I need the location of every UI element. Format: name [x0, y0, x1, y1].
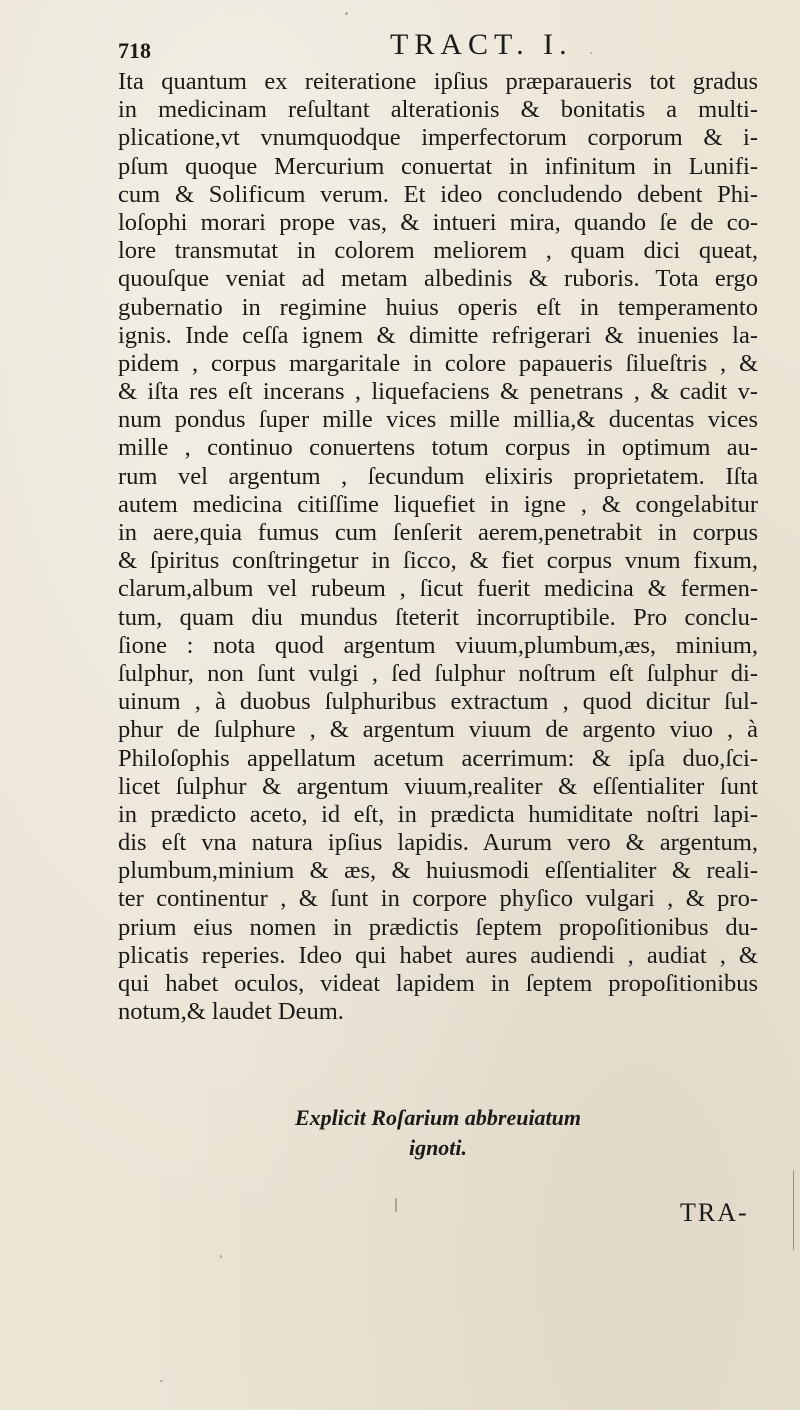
catchword: TRA-: [680, 1198, 749, 1227]
paper-speck: [160, 1380, 163, 1382]
text-line: plicatis reperies. Ideo qui habet aures audiendi , audiat , &: [118, 941, 758, 969]
text-line: clarum,album vel rubeum , ſicut fuerit medicina & fermen-: [118, 575, 758, 603]
text-line: prium eius nomen in prædictis ſeptem propoſitionibus du-: [118, 913, 758, 941]
page-header: [118, 28, 738, 68]
text-line: plicatione,vt vnumquodque imperfectorum corporum & i-: [118, 124, 758, 152]
text-line: pſum quoque Mercurium conuertat in infinitum in Lunifi-: [118, 152, 758, 180]
text-line: num pondus ſuper mille vices mille millia,& ducentas vices: [118, 406, 758, 434]
text-line: uinum , à duobus ſulphuribus extractum , quod dicitur ſul-: [118, 688, 758, 716]
text-line: gubernatio in regimine huius operis eſt in temperamento: [118, 293, 758, 321]
text-line: in prædicto aceto, id eſt, in prædicta humiditate noſtri lapi-: [118, 800, 758, 828]
text-line: Ita quantum ex reiteratione ipſius præparaueris tot gradus: [118, 68, 758, 95]
text-line: tum, quam diu mundus ſteterit incorruptibile. Pro conclu-: [118, 603, 758, 631]
colophon-line-2: ignoti.: [408, 1135, 468, 1160]
text-line: Philoſophis appellatum acetum acerrimum: & ipſa duo,ſci-: [118, 744, 758, 772]
text-line: autem medicina citiſſime liquefiet in igne , & congelabitur: [118, 490, 758, 518]
text-line: ſulphur, non ſunt vulgi , ſed ſulphur noſtrum eſt ſulphur di-: [118, 659, 758, 687]
text-line: rum vel argentum , ſecundum elixiris proprietatem. Iſta: [118, 462, 758, 490]
text-line: ter continentur , & ſunt in corpore phyſico vulgari , & pro-: [118, 885, 758, 913]
body-text: [118, 68, 758, 1026]
paper-speck: [345, 12, 348, 15]
text-line: & iſta res eſt incerans , liquefaciens & penetrans , & cadit v-: [118, 378, 758, 406]
text-line: notum,& laudet Deum.: [118, 998, 344, 1026]
text-line: quouſque veniat ad metam albedinis & ruboris. Tota ergo: [118, 265, 758, 293]
text-line: loſophi morari prope vas, & intueri mira, quando ſe de co-: [118, 208, 758, 236]
paper-speck: [220, 1255, 222, 1258]
text-line: cum & Solificum verum. Et ideo concludendo debent Phi-: [118, 180, 758, 208]
text-line: phur de ſulphure , & argentum viuum de argento viuo , à: [118, 716, 758, 744]
page-number: 718: [118, 38, 151, 63]
text-line: dis eſt vna natura ipſius lapidis. Aurum vero & argentum,: [118, 829, 758, 857]
paper-speck: [590, 52, 592, 54]
colophon-line-1: Explicit Roſarium abbreuiatum: [294, 1105, 582, 1130]
text-line: lore transmutat in colorem meliorem , quam dici queat,: [118, 237, 758, 265]
text-line: ignis. Inde ceſſa ignem & dimitte refrigerari & inuenies la-: [118, 321, 758, 349]
text-line: mille , continuo conuertens totum corpus in optimum au-: [118, 434, 758, 462]
text-line: plumbum,minium & æs, & huiusmodi eſſentialiter & reali-: [118, 857, 758, 885]
text-line: qui habet oculos, videat lapidem in ſeptem propoſitionibus: [118, 970, 758, 997]
page-edge-mark: [793, 1170, 794, 1250]
running-head: TRACT. I.: [390, 28, 573, 61]
text-line: ſione : nota quod argentum viuum,plumbum,æs, minium,: [118, 631, 758, 659]
text-line: in aere,quia fumus cum ſenſerit aerem,penetrabit in corpus: [118, 519, 758, 546]
text-line: pidem , corpus margaritale in colore papaueris ſilueſtris , &: [118, 349, 758, 377]
text-line: & ſpiritus conſtringetur in ſicco, & fiet corpus vnum fixum,: [118, 547, 758, 575]
text-line: licet ſulphur & argentum viuum,realiter & eſſentialiter ſunt: [118, 772, 758, 800]
text-line: in medicinam reſultant alterationis & bonitatis a multi-: [118, 96, 758, 124]
paper-speck: [395, 1198, 397, 1212]
